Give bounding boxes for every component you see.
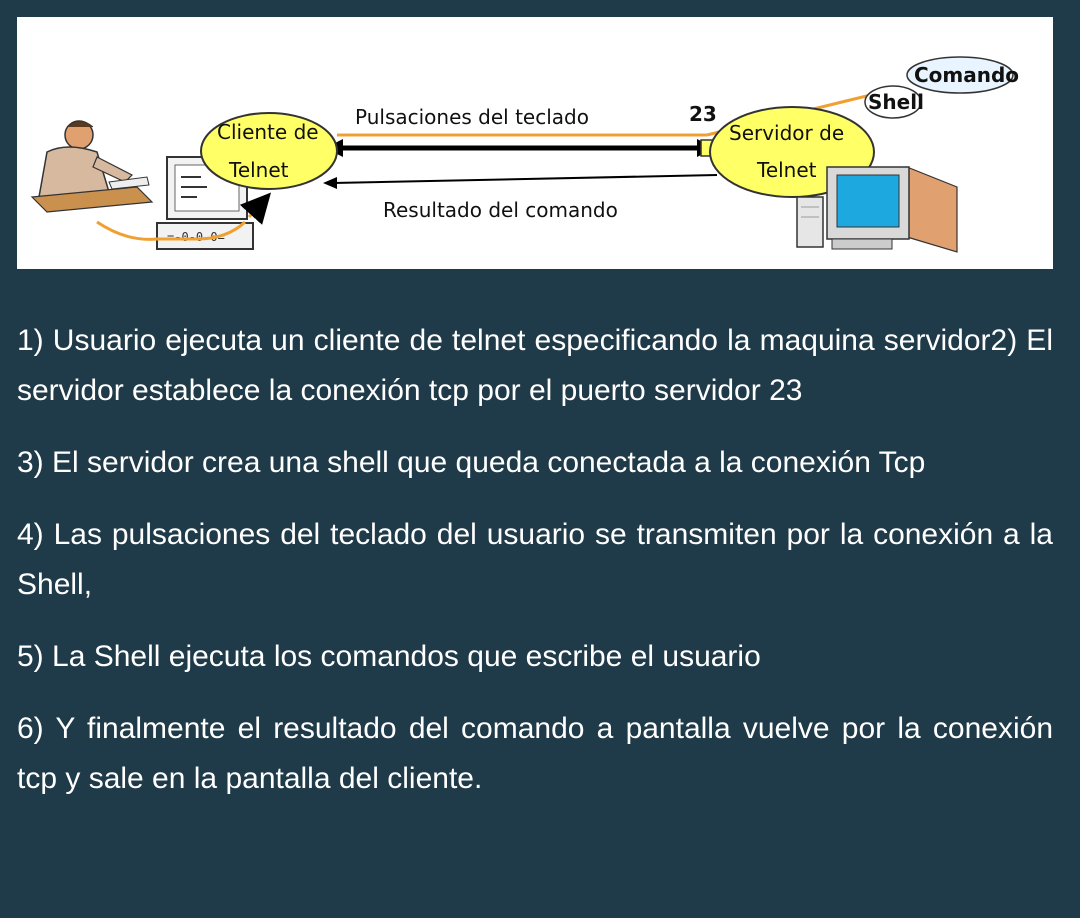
comando-label: Comando xyxy=(914,63,1020,87)
telnet-diagram xyxy=(17,17,1053,269)
port-label: 23 xyxy=(689,102,717,126)
result-arrowhead xyxy=(323,177,337,189)
client-label-1: Cliente de xyxy=(217,120,319,144)
step-5-text: 5) La Shell ejecuta los comandos que escribe el usuario xyxy=(17,640,761,673)
client-label-2: Telnet xyxy=(229,158,289,182)
step-6-text: 6) Y finalmente el resultado del comando a pantalla vuelve por la conexión tcp y sale en la pantalla del cliente. xyxy=(17,712,1053,795)
keystrokes-label: Pulsaciones del teclado xyxy=(355,105,589,129)
server-label-2: Telnet xyxy=(757,158,817,182)
telnet-diagram-svg xyxy=(17,17,1053,269)
step-4-text: 4) Las pulsaciones del teclado del usuario se transmiten por la conexión a la Shell, xyxy=(17,518,1053,601)
shell-label: Shell xyxy=(868,90,924,114)
svg-text:=-0-0-0=: =-0-0-0= xyxy=(167,230,225,244)
client-result-arrow xyxy=(249,197,267,217)
user-illustration xyxy=(32,121,152,212)
step-3-text: 3) El servidor crea una shell que queda conectada a la conexión Tcp xyxy=(17,446,926,479)
server-label-1: Servidor de xyxy=(729,121,845,145)
steps-list xyxy=(17,316,1053,826)
result-label: Resultado del comando xyxy=(383,198,618,222)
step-1-text: 1) Usuario ejecuta un cliente de telnet especificando la maquina servidor2) El servidor establece la conexión tcp por el puerto servidor 23 xyxy=(17,324,1053,407)
result-arrow xyxy=(333,175,717,183)
